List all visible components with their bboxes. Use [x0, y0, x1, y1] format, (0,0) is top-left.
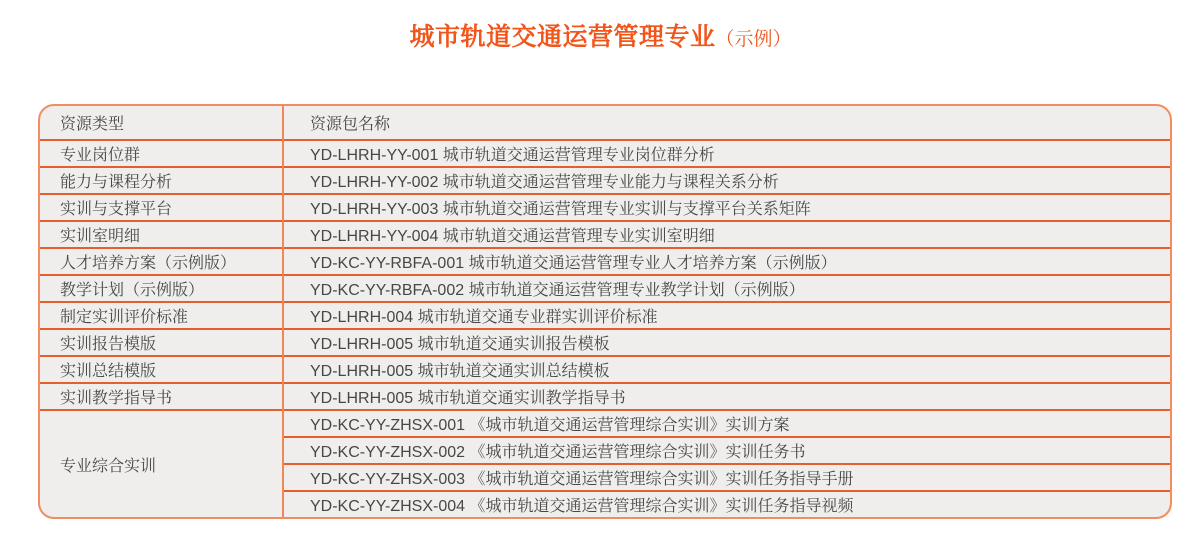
resource-type-cell: 实训教学指导书 — [40, 383, 283, 410]
package-name-cell: YD-KC-YY-ZHSX-003 《城市轨道交通运营管理综合实训》实训任务指导手册 — [283, 464, 1170, 491]
package-name-cell: YD-LHRH-YY-003 城市轨道交通运营管理专业实训与支撑平台关系矩阵 — [283, 194, 1170, 221]
table-row — [40, 221, 1170, 248]
resource-type-cell: 能力与课程分析 — [40, 167, 283, 194]
package-name-cell: YD-LHRH-YY-004 城市轨道交通运营管理专业实训室明细 — [283, 221, 1170, 248]
table-header-row — [40, 106, 1170, 140]
resource-type-cell: 实训与支撑平台 — [40, 194, 283, 221]
header-resource-type: 资源类型 — [60, 116, 125, 133]
package-name-cell: YD-KC-YY-ZHSX-002 《城市轨道交通运营管理综合实训》实训任务书 — [283, 437, 1170, 464]
package-name-cell: YD-KC-YY-RBFA-001 城市轨道交通运营管理专业人才培养方案（示例版） — [283, 248, 1170, 275]
table-row — [40, 410, 1170, 437]
resource-type-cell: 专业岗位群 — [40, 140, 283, 167]
table-row — [40, 194, 1170, 221]
page-title-suffix: （示例） — [715, 29, 792, 50]
package-name-cell: YD-KC-YY-ZHSX-004 《城市轨道交通运营管理综合实训》实训任务指导视频 — [283, 491, 1170, 517]
package-name-cell: YD-LHRH-005 城市轨道交通实训总结模板 — [283, 356, 1170, 383]
table-row — [40, 275, 1170, 302]
resource-table — [38, 104, 1172, 519]
header-package-name: 资源包名称 — [283, 106, 1170, 140]
package-name-cell: YD-LHRH-005 城市轨道交通实训报告模板 — [283, 329, 1170, 356]
package-name-cell: YD-LHRH-YY-001 城市轨道交通运营管理专业岗位群分析 — [283, 140, 1170, 167]
resource-type-cell: 实训室明细 — [40, 221, 283, 248]
package-name-cell: YD-KC-YY-RBFA-002 城市轨道交通运营管理专业教学计划（示例版） — [283, 275, 1170, 302]
table-row — [40, 140, 1170, 167]
resource-type-cell: 制定实训评价标准 — [40, 302, 283, 329]
package-name-cell: YD-LHRH-004 城市轨道交通专业群实训评价标准 — [283, 302, 1170, 329]
resource-type-cell: 实训总结模版 — [40, 356, 283, 383]
resource-type-cell: 人才培养方案（示例版） — [40, 248, 283, 275]
resource-type-cell: 专业综合实训 — [40, 410, 283, 517]
table-row — [40, 302, 1170, 329]
package-name-cell: YD-LHRH-005 城市轨道交通实训教学指导书 — [283, 383, 1170, 410]
table-row — [40, 356, 1170, 383]
package-name-cell: YD-LHRH-YY-002 城市轨道交通运营管理专业能力与课程关系分析 — [283, 167, 1170, 194]
page-title-main: 城市轨道交通运营管理专业 — [409, 23, 716, 51]
table-row — [40, 329, 1170, 356]
table-row — [40, 248, 1170, 275]
table-row — [40, 167, 1170, 194]
package-name-cell: YD-KC-YY-ZHSX-001 《城市轨道交通运营管理综合实训》实训方案 — [283, 410, 1170, 437]
resource-type-cell: 实训报告模版 — [40, 329, 283, 356]
resource-type-cell: 教学计划（示例版） — [40, 275, 283, 302]
page-title — [0, 0, 1201, 53]
table-row — [40, 383, 1170, 410]
